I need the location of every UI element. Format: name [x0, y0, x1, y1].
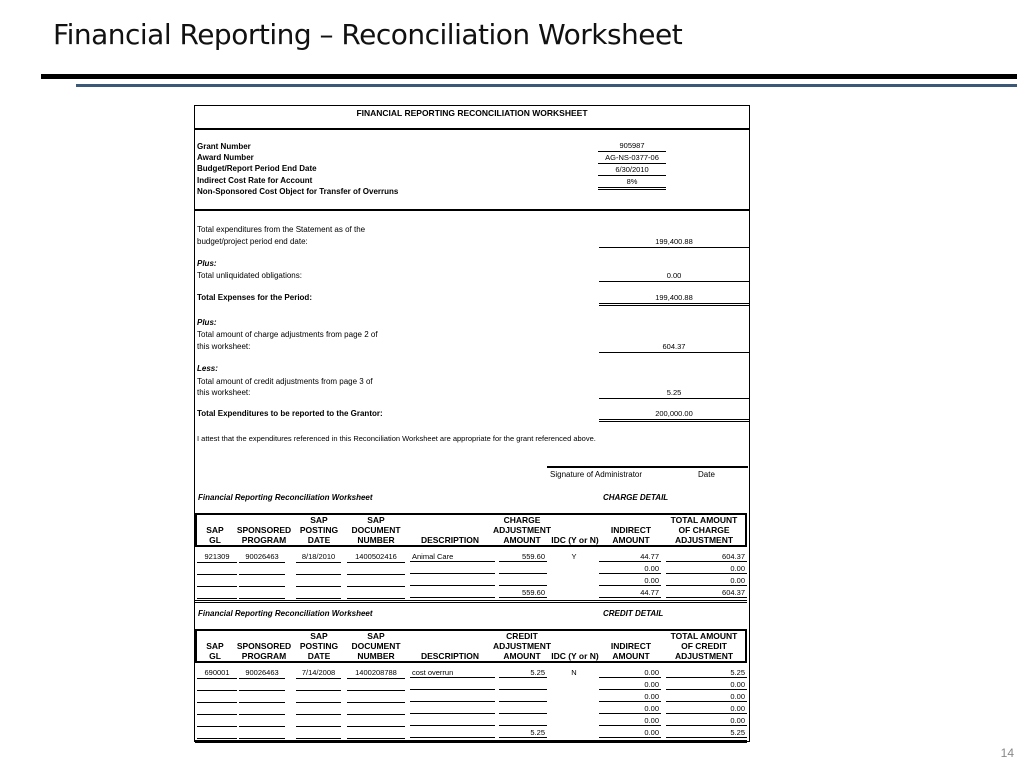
column-header: SAP DOCUMENT NUMBER [351, 631, 401, 661]
column-header: CREDIT ADJUSTMENT AMOUNT [492, 631, 552, 661]
page-title: Financial Reporting – Reconciliation Worksheet [53, 18, 683, 51]
table-cell: 0.00 [599, 704, 661, 714]
table-cell [347, 564, 405, 575]
column-header: SAP GL [206, 525, 224, 545]
worksheet-title: FINANCIAL REPORTING RECONCILIATION WORKSHEET [195, 106, 749, 130]
table-total-cell [410, 588, 495, 598]
period-expenses-label: Total Expenses for the Period: [197, 293, 312, 302]
table-cell [296, 564, 341, 575]
table-total-cell: 0.00 [599, 728, 661, 738]
column-header: IDC (Y or N) [551, 651, 599, 661]
period-expenses-value: 199,400.88 [599, 293, 749, 306]
table-cell [296, 680, 341, 691]
table-cell: 44.77 [599, 552, 661, 562]
table-cell [499, 692, 547, 702]
title-rule-black [41, 74, 1017, 79]
table-total-cell [550, 588, 598, 598]
table-cell: 921309 [197, 552, 237, 563]
table-cell: 0.00 [599, 564, 661, 574]
table-cell [410, 564, 495, 574]
table-cell [410, 576, 495, 586]
table-cell: 0.00 [599, 576, 661, 586]
table-total-cell: 44.77 [599, 588, 661, 598]
table-cell: 7/14/2008 [296, 668, 341, 679]
table-cell [296, 576, 341, 587]
less-label: Less: [197, 364, 218, 373]
table-cell: 5.25 [499, 668, 547, 678]
table-cell [239, 716, 285, 727]
table-cell: 0.00 [666, 564, 747, 574]
grantor-total-label: Total Expenditures to be reported to the Grantor: [197, 409, 383, 418]
table-cell [347, 692, 405, 703]
table-cell [197, 704, 237, 715]
award-number-value: AG-NS-0377-06 [598, 153, 666, 164]
table-cell [197, 576, 237, 587]
table-total-cell [197, 728, 237, 739]
table-cell: 604.37 [666, 552, 747, 562]
idc-rate-value: 8% [598, 177, 666, 188]
table-cell: 0.00 [666, 716, 747, 726]
attestation-text: I attest that the expenditures referenced in this Reconciliation Worksheet are appropriate for the grant referenced above. [197, 434, 596, 443]
table-cell [197, 692, 237, 703]
table-total-rule [195, 600, 747, 603]
table-cell [410, 692, 495, 702]
table-cell [239, 564, 285, 575]
table-cell [410, 716, 495, 726]
table-total-cell [296, 588, 341, 599]
table-total-cell: 604.37 [666, 588, 747, 598]
table-cell: Y [571, 552, 577, 561]
credit-adj-value: 5.25 [599, 388, 749, 399]
section-divider [195, 209, 749, 211]
table-cell [197, 716, 237, 727]
table-cell [410, 704, 495, 714]
table-cell [197, 564, 237, 575]
table-cell [296, 716, 341, 727]
total-exp-line2: budget/project period end date: [197, 237, 308, 246]
total-exp-value: 199,400.88 [599, 237, 749, 248]
column-header: SAP POSTING DATE [299, 515, 339, 545]
table-cell [239, 680, 285, 691]
table-cell [347, 704, 405, 715]
table-cell: N [571, 668, 577, 677]
table-total-cell [410, 728, 495, 738]
column-header: CHARGE ADJUSTMENT AMOUNT [492, 515, 552, 545]
credit-table [195, 629, 751, 739]
cost-object-label: Non-Sponsored Cost Object for Transfer of Overruns [197, 187, 399, 196]
cost-object-value [598, 189, 666, 190]
charge-adj-line1: Total amount of charge adjustments from page 2 of [197, 330, 378, 339]
plus-label-2: Plus: [197, 318, 217, 327]
table-cell [550, 680, 598, 690]
table-cell [347, 680, 405, 691]
credit-adj-line1: Total amount of credit adjustments from page 3 of [197, 377, 373, 386]
table-cell: 8/18/2010 [296, 552, 341, 563]
table-total-cell [347, 588, 405, 599]
column-header: SPONSORED PROGRAM [236, 525, 292, 545]
table-cell [550, 692, 598, 702]
column-header: IDC (Y or N) [551, 535, 599, 545]
grant-number-value: 905987 [598, 141, 666, 152]
unliquidated-label: Total unliquidated obligations: [197, 271, 302, 280]
table-cell [499, 716, 547, 726]
credit-adj-line2: this worksheet: [197, 388, 251, 397]
plus-label-1: Plus: [197, 259, 217, 268]
title-rule-blue [76, 84, 1017, 87]
table-cell [410, 680, 495, 690]
table-cell [296, 704, 341, 715]
table-cell [550, 576, 598, 586]
table-total-cell [296, 728, 341, 739]
table-cell [239, 704, 285, 715]
column-header: TOTAL AMOUNT OF CHARGE ADJUSTMENT [670, 515, 738, 545]
column-header: SAP GL [206, 641, 224, 661]
table-cell [550, 704, 598, 714]
table-cell: 0.00 [666, 692, 747, 702]
column-header: TOTAL AMOUNT OF CREDIT ADJUSTMENT [670, 631, 738, 661]
table-cell: 0.00 [666, 704, 747, 714]
table-total-cell: 5.25 [499, 728, 547, 738]
table-cell: 90026463 [239, 668, 285, 679]
table-cell: 690001 [197, 668, 237, 679]
table-cell [499, 564, 547, 574]
column-header: INDIRECT AMOUNT [610, 525, 652, 545]
charge-section-title: Financial Reporting Reconciliation Worksheet [198, 493, 373, 502]
column-header: INDIRECT AMOUNT [610, 641, 652, 661]
table-cell [499, 680, 547, 690]
table-cell [347, 576, 405, 587]
column-header: DESCRIPTION [420, 535, 480, 545]
table-cell [239, 576, 285, 587]
table-cell: 0.00 [666, 680, 747, 690]
table-total-cell [197, 588, 237, 599]
grantor-total-value: 200,000.00 [599, 409, 749, 422]
table-cell: 0.00 [599, 716, 661, 726]
table-total-cell [239, 728, 285, 739]
charge-adj-line2: this worksheet: [197, 342, 251, 351]
charge-table [195, 513, 751, 598]
table-cell: 0.00 [599, 680, 661, 690]
grant-number-label: Grant Number [197, 142, 251, 151]
table-cell: 1400208788 [347, 668, 405, 679]
charge-adj-value: 604.37 [599, 342, 749, 353]
idc-rate-label: Indirect Cost Rate for Account [197, 176, 313, 185]
table-cell [296, 692, 341, 703]
table-cell: 90026463 [239, 552, 285, 563]
period-end-label: Budget/Report Period End Date [197, 164, 317, 173]
table-cell [347, 716, 405, 727]
table-cell: 0.00 [599, 668, 661, 678]
column-header: DESCRIPTION [420, 651, 480, 661]
table-cell: 0.00 [666, 576, 747, 586]
page-number: 14 [1000, 746, 1014, 760]
signature-label: Signature of Administrator [550, 470, 643, 479]
column-header: SAP POSTING DATE [299, 631, 339, 661]
table-total-rule [195, 740, 747, 743]
column-header: SAP DOCUMENT NUMBER [351, 515, 401, 545]
credit-section-title: Financial Reporting Reconciliation Worksheet [198, 609, 373, 618]
unliquidated-value: 0.00 [599, 271, 749, 282]
worksheet-image [194, 105, 750, 742]
table-cell [499, 704, 547, 714]
table-cell [550, 716, 598, 726]
award-number-label: Award Number [197, 153, 254, 162]
table-cell [550, 564, 598, 574]
period-end-value: 6/30/2010 [598, 165, 666, 176]
column-header: SPONSORED PROGRAM [236, 641, 292, 661]
table-cell [197, 680, 237, 691]
table-cell: 0.00 [599, 692, 661, 702]
table-total-cell: 5.25 [666, 728, 747, 738]
table-total-cell [239, 588, 285, 599]
signature-line [547, 466, 748, 468]
table-total-cell [550, 728, 598, 738]
table-cell [499, 576, 547, 586]
table-cell: 559.60 [499, 552, 547, 562]
table-cell: 1400502416 [347, 552, 405, 563]
table-total-cell [347, 728, 405, 739]
date-label: Date [698, 470, 715, 479]
credit-detail-title: CREDIT DETAIL [603, 609, 664, 618]
table-cell: Animal Care [410, 552, 495, 562]
table-total-cell: 559.60 [499, 588, 547, 598]
table-cell: 5.25 [666, 668, 747, 678]
table-cell: cost overrun [410, 668, 495, 678]
charge-detail-title: CHARGE DETAIL [603, 493, 669, 502]
total-exp-line1: Total expenditures from the Statement as of the [197, 225, 366, 234]
table-cell [239, 692, 285, 703]
